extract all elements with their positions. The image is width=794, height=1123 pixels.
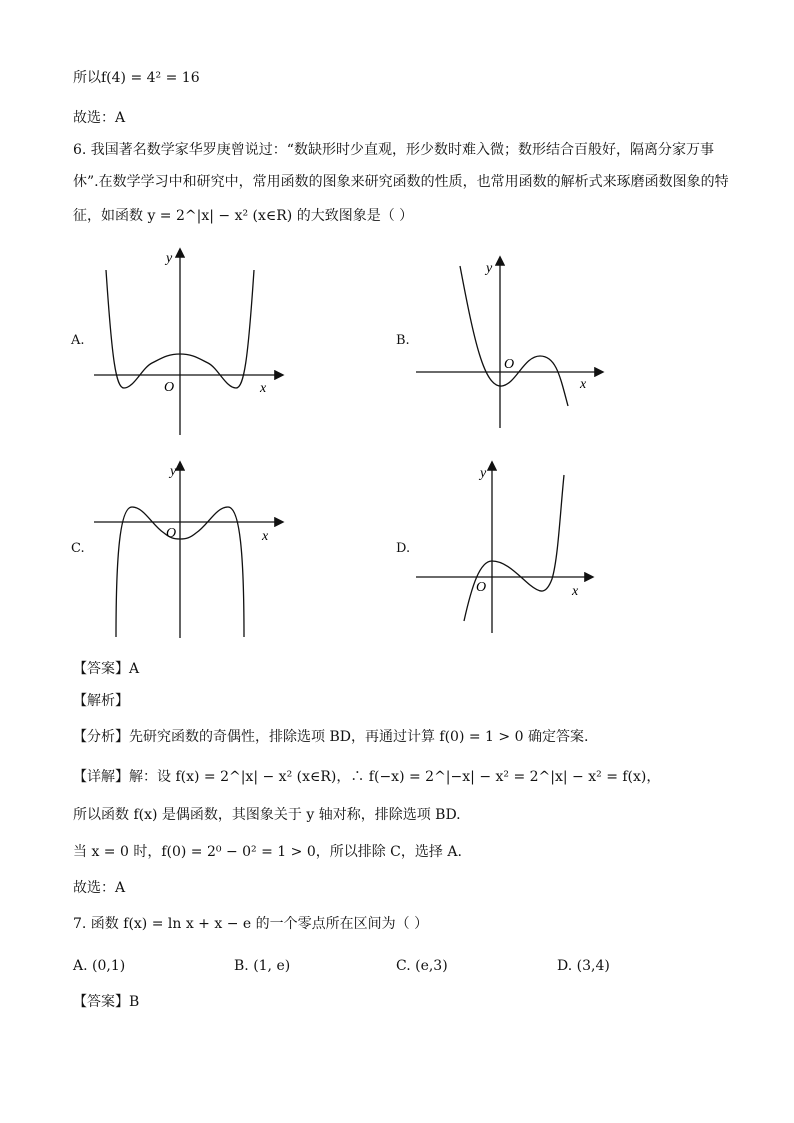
q6-analysis-title: 【解析】 (73, 693, 129, 709)
option-a-label: A. (71, 333, 85, 348)
origin-label: O (166, 526, 177, 541)
q6-choice: 故选：A (73, 880, 126, 896)
q7-option-a: A. (0,1) (73, 958, 126, 974)
prev-result: 所以f(4) = 4² = 16 (73, 70, 200, 86)
q6-stem-line3: 征，如函数 y = 2^|x| − x² (x∈R) 的大致图象是（ ） (73, 208, 414, 224)
q6-detail-line2: 所以函数 f(x) 是偶函数，其图象关于 y 轴对称，排除选项 BD. (73, 807, 461, 823)
q7-option-b: B. (1, e) (234, 958, 291, 974)
q6-detail-line3: 当 x = 0 时，f(0) = 2⁰ − 0² = 1 > 0，所以排除 C，选择 A. (73, 844, 462, 860)
x-label: x (260, 381, 267, 396)
q7-stem: 7. 函数 f(x) = ln x + x − e 的一个零点所在区间为（ ） (73, 916, 429, 932)
q6-answer: 【答案】A (73, 661, 140, 677)
curve (464, 475, 564, 621)
prev-choice: 故选：A (73, 110, 126, 126)
graph-c (90, 455, 290, 645)
graph-a (90, 240, 290, 440)
q7-option-c: C. (e,3) (396, 958, 448, 974)
y-label: y (486, 261, 493, 276)
origin-label: O (504, 357, 515, 372)
y-label: y (480, 466, 487, 481)
graph-d (410, 455, 610, 645)
q6-stem-line2: 休”.在数学学习中和研究中，常用函数的图象来研究函数的性质，也常用函数的解析式来琢磨函数图象的特 (73, 174, 729, 190)
q6-detail-line1: 【详解】解：设 f(x) = 2^|x| − x² (x∈R)，∴ f(−x) = 2^|−x| − x² = 2^|x| − x² = f(x)， (73, 769, 661, 785)
q7-option-d: D. (3,4) (557, 958, 610, 974)
option-d-label: D. (396, 541, 411, 556)
option-b-label: B. (396, 333, 410, 348)
q6-fenxi: 【分析】先研究函数的奇偶性，排除选项 BD，再通过计算 f(0) = 1 > 0 确定答案. (73, 729, 589, 745)
y-label: y (166, 251, 173, 266)
graph-b (410, 250, 610, 450)
x-label: x (580, 377, 587, 392)
q7-answer: 【答案】B (73, 994, 140, 1010)
y-label: y (170, 464, 177, 479)
x-label: x (262, 529, 269, 544)
x-label: x (572, 584, 579, 599)
option-c-label: C. (71, 541, 85, 556)
origin-label: O (476, 580, 487, 595)
q6-stem-line1: 6. 我国著名数学家华罗庚曾说过：“数缺形时少直观，形少数时难入微；数形结合百般好，隔离分家万事 (73, 142, 714, 158)
curve (460, 266, 568, 406)
origin-label: O (164, 380, 175, 395)
